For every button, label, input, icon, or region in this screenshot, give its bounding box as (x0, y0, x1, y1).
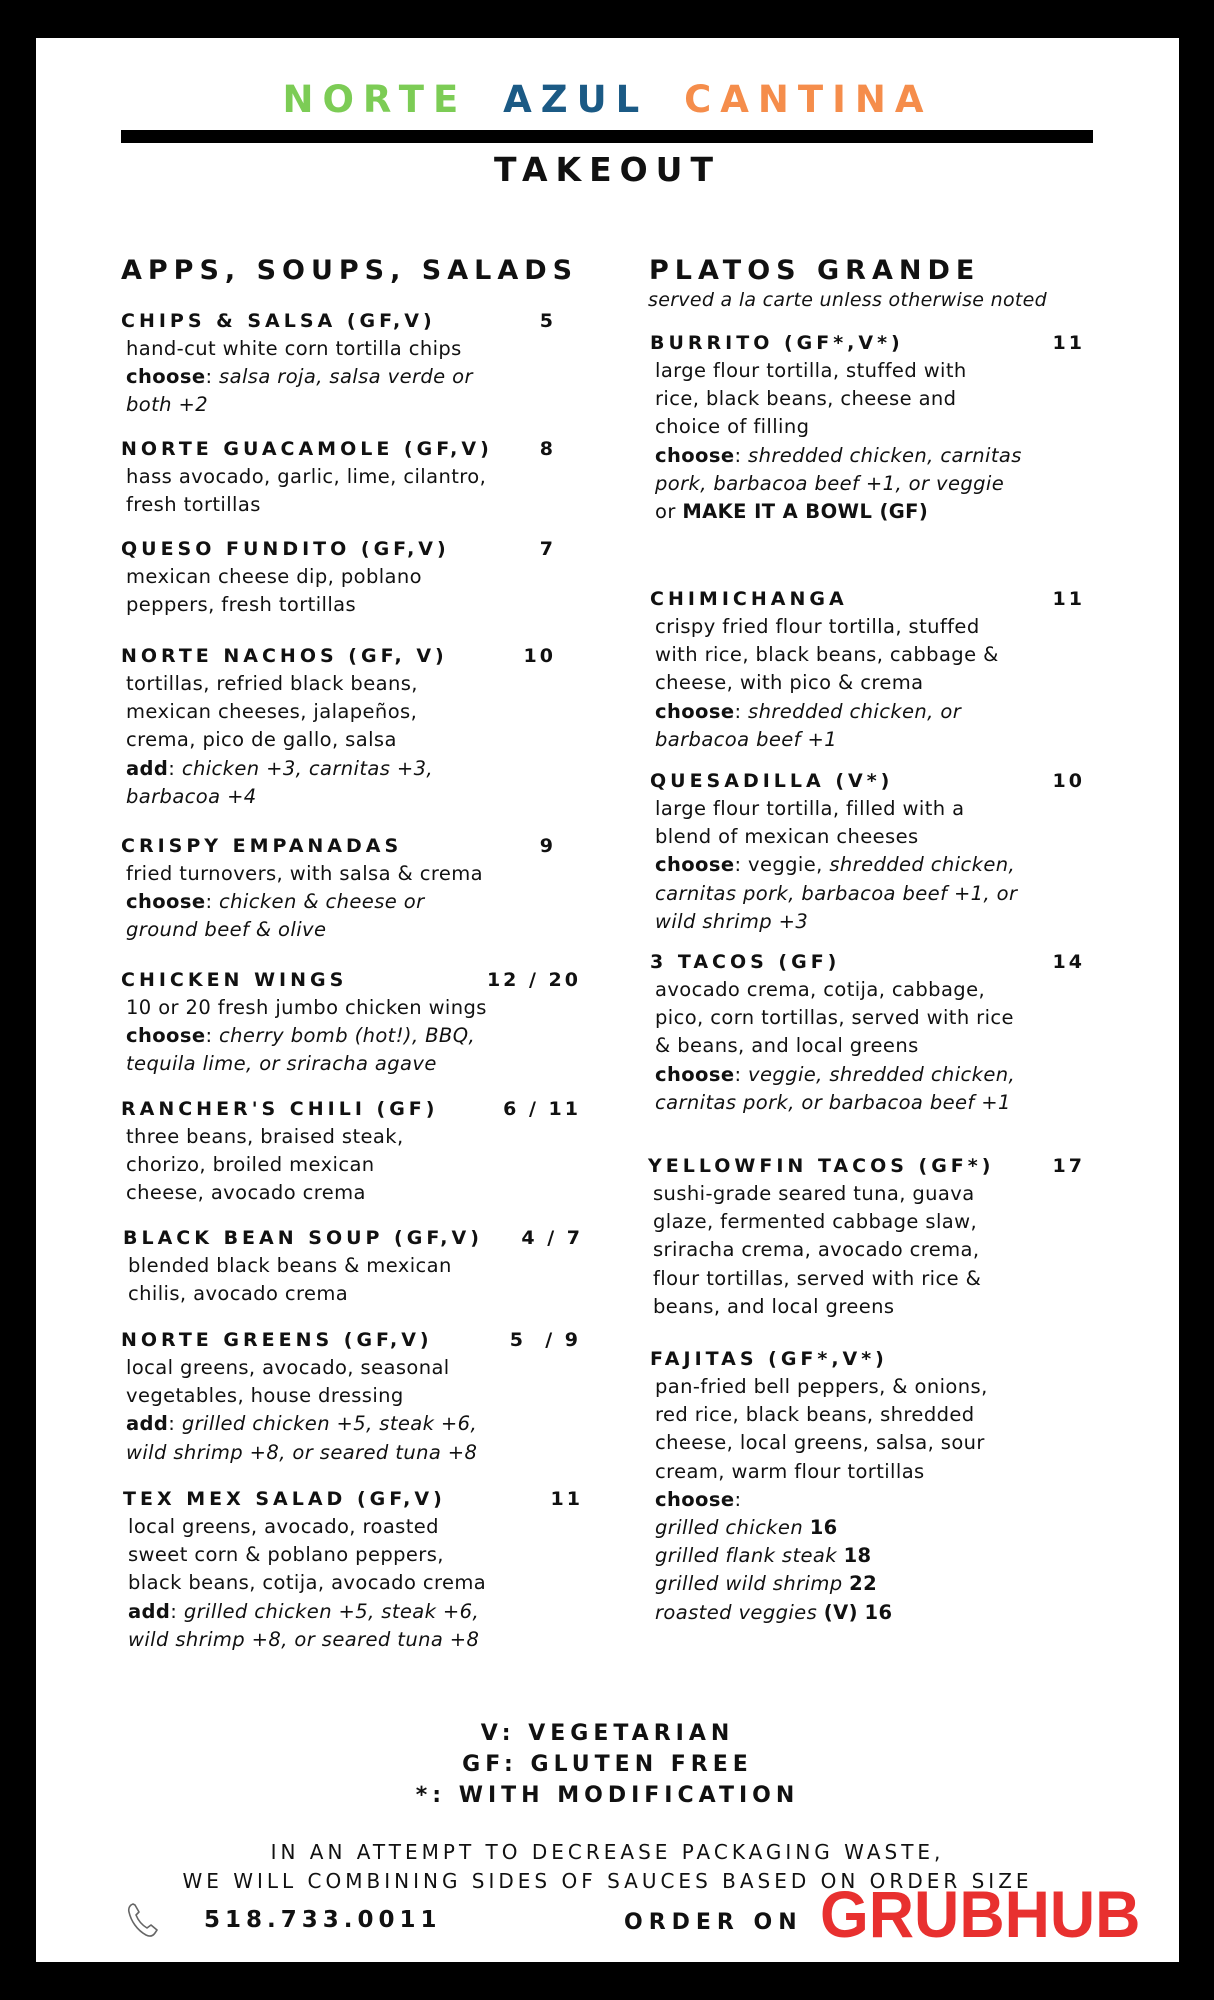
item-name: BLACK BEAN SOUP (GF,V) (123, 1227, 483, 1249)
phone-icon (124, 1900, 164, 1940)
phone-number[interactable]: 518.733.0011 (204, 1907, 442, 1933)
menu-item-chicken-wings (121, 967, 581, 1079)
item-name: 3 TACOS (GF) (650, 951, 841, 973)
section-subtitle: served a la carte unless otherwise noted (648, 289, 1047, 311)
item-description: large flour tortilla, filled with a blend of mexican cheeses choose: veggie, shredded chicken, carnitas pork, barbacoa beef +1, or wild shrimp +3 (655, 797, 1018, 933)
menu-item-crispy-empanadas (121, 833, 556, 945)
header-rule (121, 130, 1093, 143)
restaurant-name (36, 78, 1179, 121)
item-name: CRISPY EMPANADAS (121, 835, 403, 857)
menu-item-3-tacos (650, 949, 1085, 1117)
menu-item-tex-mex-salad (123, 1486, 583, 1654)
item-price: 4 / 7 (521, 1227, 583, 1249)
brand-word-cantina: CANTINA (684, 78, 933, 121)
item-description: local greens, avocado, seasonal vegetables, house dressing add: grilled chicken +5, steak +6, wild shrimp +8, or seared tuna +8 (126, 1356, 478, 1464)
item-description: local greens, avocado, roasted sweet corn & poblano peppers, black beans, cotija, avocado crema add: grilled chicken +5, steak +6, wild shrimp +8, or seared tuna +8 (128, 1515, 487, 1651)
item-price: 6 / 11 (503, 1098, 581, 1120)
order-on-label: ORDER ON (624, 1910, 803, 1935)
item-price: 5 (539, 310, 556, 332)
menu-item-chips-salsa (121, 308, 556, 420)
item-price: 12 / 20 (486, 969, 581, 991)
item-price: 17 (1052, 1155, 1085, 1177)
item-name: RANCHER'S CHILI (GF) (121, 1098, 439, 1120)
item-price: 7 (539, 538, 556, 560)
item-description: mexican cheese dip, poblano peppers, fresh tortillas (126, 565, 422, 617)
menu-subtitle: TAKEOUT (494, 150, 721, 189)
item-name: BURRITO (GF*,V*) (650, 332, 904, 354)
legend-modification: *: WITH MODIFICATION (415, 1783, 800, 1808)
fajita-option: grilled wild shrimp 22 (655, 1572, 878, 1596)
item-price: 10 (523, 645, 556, 667)
fajita-option: grilled chicken 16 (655, 1516, 838, 1540)
section-title: PLATOS GRANDE (649, 255, 981, 286)
section-title: APPS, SOUPS, SALADS (121, 255, 579, 286)
item-description: hass avocado, garlic, lime, cilantro, fresh tortillas (126, 465, 487, 517)
item-price: 5 / 9 (509, 1329, 581, 1351)
menu-item-black-bean-soup (123, 1225, 583, 1308)
item-name: QUESO FUNDITO (GF,V) (121, 538, 450, 560)
item-name: NORTE NACHOS (GF, V) (121, 645, 448, 667)
item-price: 10 (1052, 770, 1085, 792)
item-name: FAJITAS (GF*,V*) (650, 1348, 888, 1370)
dietary-legend (36, 1718, 1179, 1811)
item-name: NORTE GREENS (GF,V) (121, 1329, 433, 1351)
menu-item-queso-fundito (121, 536, 556, 619)
item-description: pan-fried bell peppers, & onions, red rice, black beans, shredded cheese, local greens, salsa, sour cream, warm flour tortillas choose: grilled chicken 16 grilled flank steak 18 grilled wild shrimp 22 roasted veggies (V) 16 (650, 1373, 1085, 1627)
item-description: hand-cut white corn tortilla chips choose: salsa roja, salsa verde or both +2 (126, 337, 473, 417)
menu-item-norte-guacamole (121, 436, 556, 519)
phone-contact (124, 1900, 442, 1940)
item-description: 10 or 20 fresh jumbo chicken wings choose: cherry bomb (hot!), BBQ, tequila lime, or sriracha agave (126, 996, 487, 1076)
legend-vegetarian: V: VEGETARIAN (480, 1721, 735, 1746)
menu-item-quesadilla (650, 768, 1085, 936)
item-description: large flour tortilla, stuffed with rice, black beans, cheese and choice of filling choose: shredded chicken, carnitas pork, barbacoa beef +1, or veggie or MAKE IT A BOWL (GF) (655, 359, 1022, 524)
item-name: QUESADILLA (V*) (650, 770, 894, 792)
item-description: tortillas, refried black beans, mexican cheeses, jalapeños, crema, pico de gallo, salsa add: chicken +3, carnitas +3, barbacoa +4 (126, 672, 434, 808)
apps-soups-salads-section (121, 256, 601, 1696)
platos-grande-section (648, 256, 1128, 1656)
item-description: three beans, braised steak, chorizo, broiled mexican cheese, avocado crema (126, 1125, 404, 1205)
item-price: 9 (539, 835, 556, 857)
menu-item-norte-nachos (121, 643, 556, 811)
item-price: 11 (1052, 588, 1085, 610)
menu-item-yellowfin-tacos (648, 1153, 1085, 1321)
brand-word-norte: NORTE (282, 78, 468, 121)
menu-item-ranchers-chili (121, 1096, 581, 1208)
item-description: fried turnovers, with salsa & crema choose: chicken & cheese or ground beef & olive (126, 862, 484, 942)
item-name: CHIMICHANGA (650, 588, 848, 610)
grubhub-logo[interactable]: GRUBHUB (820, 1877, 1141, 1951)
item-price: 11 (1052, 332, 1085, 354)
menu-item-fajitas (650, 1346, 1085, 1627)
item-name: CHIPS & SALSA (GF,V) (121, 310, 436, 332)
item-price: 8 (539, 438, 556, 460)
legend-gluten-free: GF: GLUTEN FREE (462, 1752, 753, 1777)
menu-item-chimichanga (650, 586, 1085, 754)
item-name: TEX MEX SALAD (GF,V) (123, 1488, 446, 1510)
fajita-option: grilled flank steak 18 (655, 1544, 872, 1568)
menu-page (36, 38, 1179, 1962)
item-price: 14 (1052, 951, 1085, 973)
item-name: NORTE GUACAMOLE (GF,V) (121, 438, 493, 460)
item-price: 11 (550, 1488, 583, 1510)
menu-item-norte-greens (121, 1327, 581, 1467)
item-description: sushi-grade seared tuna, guava glaze, fermented cabbage slaw, sriracha crema, avocado crema, flour tortillas, served with rice & beans, and local greens (653, 1182, 982, 1318)
menu-item-burrito (650, 330, 1085, 526)
item-name: YELLOWFIN TACOS (GF*) (648, 1155, 995, 1177)
item-description: blended black beans & mexican chilis, avocado crema (128, 1254, 452, 1306)
item-name: CHICKEN WINGS (121, 969, 348, 991)
brand-word-azul: AZUL (503, 78, 649, 121)
fajita-option: roasted veggies (V) 16 (655, 1600, 893, 1624)
item-description: crispy fried flour tortilla, stuffed with rice, black beans, cabbage & cheese, with pico & crema choose: shredded chicken, or barbacoa beef +1 (655, 615, 999, 751)
item-description: avocado crema, cotija, cabbage, pico, corn tortillas, served with rice & beans, and local greens choose: veggie, shredded chicken, carnitas pork, or barbacoa beef +1 (655, 978, 1016, 1114)
packaging-note: IN AN ATTEMPT TO DECREASE PACKAGING WASTE, WE WILL COMBINING SIDES OF SAUCES BASED ON ORDER SIZE (182, 1840, 1033, 1893)
